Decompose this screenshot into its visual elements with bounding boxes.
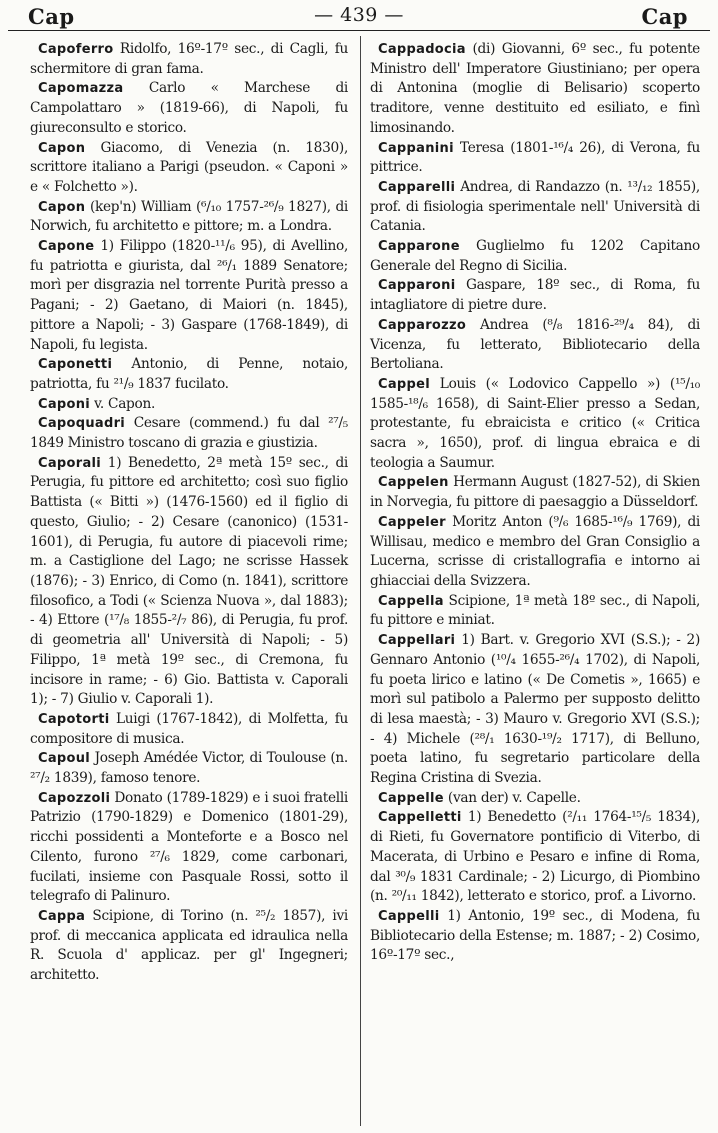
page-header (0, 2, 718, 32)
entry (370, 473, 700, 512)
entry-text: Andrea, di Randazzo (n. ¹³/₁₂ 1855), prof. di fisiologia sperimentale nell' Università di Catania. (370, 178, 700, 235)
entry-headword: Cappadocia (378, 42, 466, 57)
entry-text: Guglielmo fu 1202 Capitano Generale del Regno di Sicilia. (370, 238, 700, 274)
entry-text: Louis (« Lodovico Cappello ») (¹⁵/₁₀ 1585-¹⁸/₆ 1658), di Saint-Elier presso a Sedan, protestante, fu ebraicista e critico (« Critica sacra », 1650), prof. di lingua ebraica e di teologia a Saumur. (370, 375, 700, 471)
entry-text: Hermann August (1827-52), di Skien in Norvegia, fu pittore di paesaggio a Düsseldorf. (370, 474, 700, 511)
entry (30, 355, 348, 394)
entry-headword: Cappelle (378, 790, 444, 806)
entry-headword: Capparelli (378, 179, 456, 195)
entry (30, 907, 348, 986)
entry-headword: Caporali (38, 455, 102, 471)
entry-text: Carlo « Marchese di Campolattaro » (1819-66), di Napoli, fu giureconsulto e storico. (30, 80, 348, 136)
entry (30, 395, 348, 415)
running-head-left: Cap (28, 4, 75, 29)
entry-text: Donato (1789-1829) e i suoi fratelli Patrizio (1790-1829) e Domenico (1801-29), ricchi possidenti a Monteforte e a Bosco nel Cilento, furono ²⁷/₆ 1829, come carbonari, fucilati, insieme con Pasquale Rossi, sotto il telegrafo di Palinuro. (30, 789, 348, 905)
entry-headword: Cappa (38, 908, 86, 924)
entry-text: Gaspare, 18º sec., di Roma, fu intagliatore di pietre dure. (370, 277, 700, 314)
entry (370, 139, 700, 178)
entry (370, 40, 700, 139)
entry (370, 592, 700, 631)
entry-headword: Cappella (378, 593, 444, 609)
entry (370, 316, 700, 375)
entry (30, 79, 348, 138)
entry-headword: Caponi (38, 396, 91, 412)
entry-headword: Cappellari (378, 633, 456, 649)
entry (370, 907, 700, 966)
entry (30, 40, 348, 79)
entry (370, 276, 700, 315)
entry-text: Scipione, 1ª metà 18º sec., di Napoli, fu pittore e miniat. (370, 592, 700, 629)
entry-headword: Capon (38, 199, 86, 215)
entry (30, 710, 348, 749)
page-number: — 439 — (314, 4, 404, 26)
entry-text: Joseph Amédée Victor, di Toulouse (n. ²⁷/₂ 1839), famoso tenore. (30, 750, 348, 787)
entry-headword: Cappelletti (378, 810, 462, 826)
entry-text: (kep'n) William (⁶/₁₀ 1757-²⁶/₉ 1827), di Norwich, fu architetto e pittore; m. a Londra. (30, 198, 348, 235)
entry (370, 375, 700, 474)
entry-headword: Capoquadri (38, 416, 126, 432)
entry-text: Scipione, di Torino (n. ²⁵/₂ 1857), ivi prof. di meccanica applicata ed idraulica nella R. Scuola d' applicaz. per gl' Ingegneri; architetto. (30, 907, 348, 984)
entry-headword: Capparone (378, 239, 460, 255)
entry-headword: Capoferro (38, 42, 114, 57)
entry-text: Teresa (1801-¹⁶/₄ 26), di Verona, fu pittrice. (370, 139, 700, 176)
running-head-right: Cap (641, 4, 688, 29)
entry-text: Giacomo, di Venezia (n. 1830), scrittore italiano a Parigi (pseudon. « Caponi » e « Folchetto »). (30, 139, 348, 195)
entry (30, 414, 348, 453)
entry-headword: Capomazza (38, 81, 124, 97)
entry-text: 1) Filippo (1820-¹¹/₆ 95), di Avellino, fu patriotta e giurista, dal ²⁶/₁ 1889 Senatore; morì per disgrazia nel torrente Purità presso a Pagani; - 2) Gaetano, di Maiori (n. 1845), pittore a Napoli; - 3) Gaspare (1768-1849), di Napoli, fu legista. (30, 238, 348, 353)
entry-text: Moritz Anton (⁹/₆ 1685-¹⁶/₉ 1769), di Willisau, medico e membro del Gran Consiglio a Lucerna, scrisse di cristallografia e intorno ai ghiacciai della Svizzera. (370, 513, 700, 589)
entry-text: Antonio, di Penne, notaio, patriotta, fu ²¹/₉ 1837 fucilato. (30, 356, 348, 392)
entry-headword: Cappanini (378, 140, 454, 156)
entry-text: v. Capon. (90, 395, 156, 412)
column-divider (360, 36, 361, 1126)
entry (30, 237, 348, 355)
entry-text: 1) Benedetto, 2ª metà 15º sec., di Perugia, fu pittore ed architetto; così suo figlio Battista (« Bitti ») (1476-1560) ed il figlio di questo, Giulio; - 2) Cesare (canonico) (1531-1601), di Perugia, fu autore di piacevoli rime; m. a Castiglione del Lago; ne scrisse Hassek (1876); - 3) Enrico, di Como (n. 1841), scrittore filosofico, a Todi (« Scienza Nuova », dal 1883); - 4) Ettore (¹⁷/₈ 1855-²/₇ 86), di Perugia, fu prof. di geometria all' Università di Napoli; - 5) Filippo, 1ª metà 19º sec., di Cremona, fu incisore in rame; - 6) Gio. Battista v. Caporali 1); - 7) Giulio v. Caporali 1). (30, 454, 348, 708)
entry-headword: Capotorti (38, 711, 110, 727)
entry-text: (di) Giovanni, 6º sec., fu potente Ministro dell' Imperatore Giustiniano; per opera di Antonina (moglie di Belisario) scoperto traditore, venne destituito ed esiliato, e finì limosinando. (370, 41, 700, 136)
left-column (30, 40, 348, 986)
entry-text: Ridolfo, 16º-17º sec., di Cagli, fu schermitore di gran fama. (30, 41, 348, 77)
entry (30, 789, 348, 907)
entry-text: Luigi (1767-1842), di Molfetta, fu compositore di musica. (30, 710, 348, 747)
entry (30, 454, 348, 710)
entry-headword: Capparozzo (378, 317, 467, 333)
entry (30, 198, 348, 237)
entry (370, 178, 700, 237)
entry-headword: Caponetti (38, 357, 113, 373)
entry-text: Andrea (⁸/₈ 1816-²⁹/₄ 84), di Vicenza, fu letterato, Bibliotecario della Bertoliana. (370, 316, 700, 373)
entry-headword: Capoul (38, 751, 91, 767)
entry-text: Cesare (commend.) fu dal ²⁷/₅ 1849 Ministro toscano di grazia e giustizia. (30, 415, 348, 452)
entry-text: 1) Benedetto (²/₁₁ 1764-¹⁵/₅ 1834), di Rieti, fu Governatore pontificio di Viterbo, di Macerata, di Urbino e Pesaro e infine di Roma, dal ³⁰/₉ 1831 Cardinale; - 2) Licurgo, di Piombino (n. ²⁰/₁₁ 1842), letterato e storico, prof. a Livorno. (370, 809, 700, 905)
entry-headword: Capone (38, 239, 95, 255)
entry (370, 631, 700, 789)
entry (30, 139, 348, 198)
right-column (370, 40, 700, 966)
entry-headword: Cappeler (378, 514, 446, 530)
entry-headword: Cappelli (378, 908, 440, 924)
entry-headword: Capozzoli (38, 790, 111, 806)
entry-text: (van der) v. Capelle. (443, 789, 581, 806)
entry-headword: Cappelen (378, 475, 449, 491)
entry (370, 789, 700, 809)
entry (30, 749, 348, 788)
entry-headword: Cappel (378, 376, 430, 392)
entry-text: 1) Antonio, 19º sec., di Modena, fu Bibliotecario della Estense; m. 1887; - 2) Cosimo, 16º-17º sec., (370, 907, 700, 964)
entry (370, 808, 700, 907)
header-rule (8, 30, 710, 31)
entry (370, 513, 700, 592)
entry-headword: Capparoni (378, 278, 456, 294)
entry-headword: Capon (38, 140, 86, 156)
entry (370, 237, 700, 276)
entry-text: 1) Bart. v. Gregorio XVI (S.S.); - 2) Gennaro Antonio (¹⁰/₄ 1655-²⁶/₄ 1702), di Napoli, fu poeta lirico e latino (« De Cometis », 1665) e morì sul patibolo a Palermo per supposto delitto di lesa maestà; - 3) Mauro v. Gregorio XVI (S.S.); - 4) Michele (²⁸/₁ 1630-¹⁹/₂ 1717), di Belluno, poeta latino, fu segretario particolare della Regina Cristina di Svezia. (370, 632, 700, 787)
